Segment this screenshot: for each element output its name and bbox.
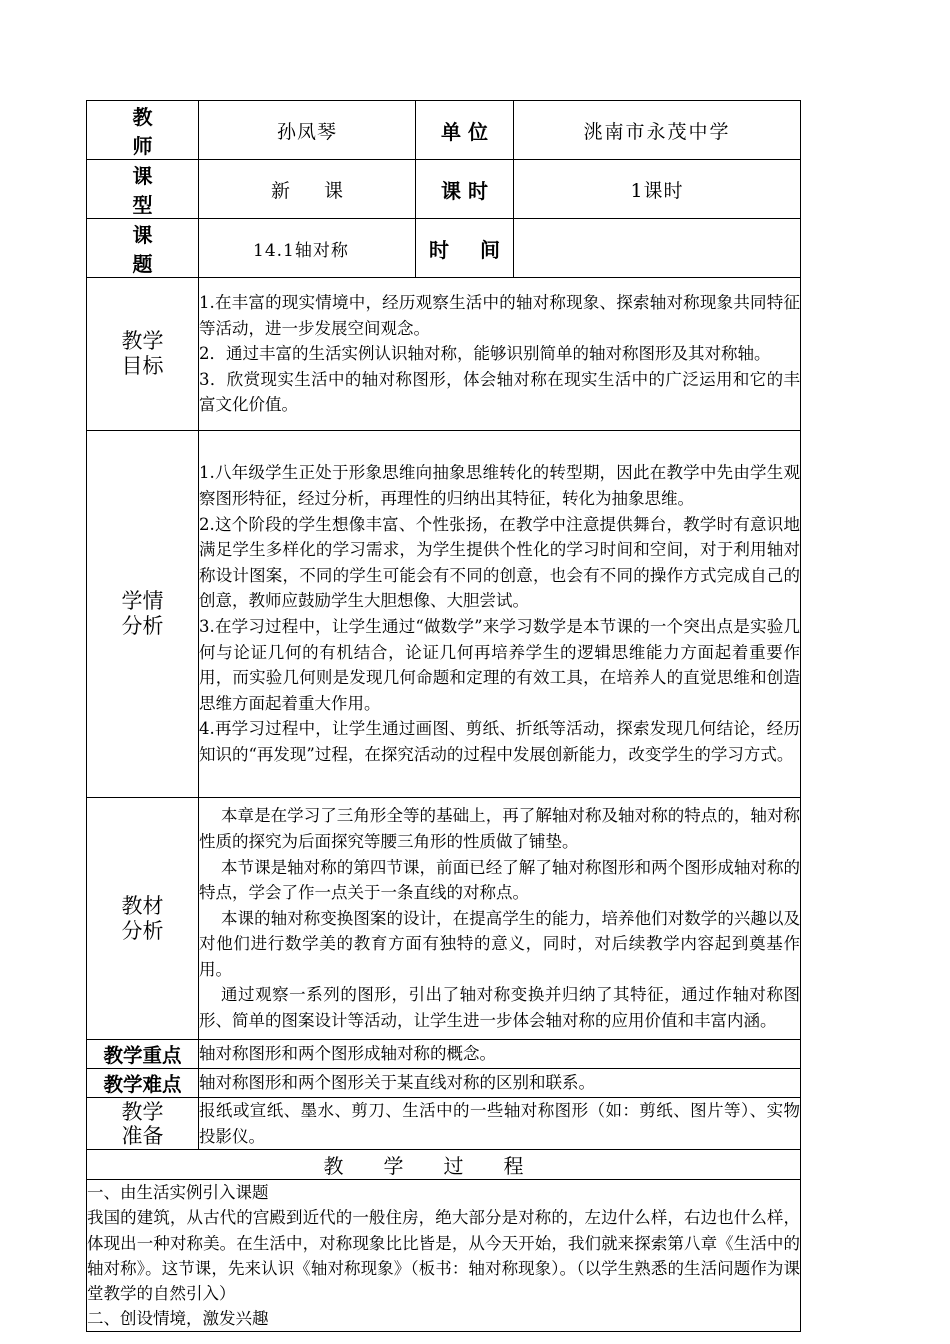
topic-label: 课 题 bbox=[87, 219, 199, 278]
student-item: 1.八年级学生正处于形象思维向抽象思维转化的转型期，因此在教学中先由学生观察图形特征，经过分析，再理性的归纳出其特征，转化为抽象思维。 bbox=[199, 463, 800, 509]
preparation-row bbox=[87, 1098, 801, 1150]
objectives-label-line1: 教学 bbox=[121, 329, 164, 353]
material-row bbox=[87, 798, 801, 1040]
objective-item: 3．欣赏现实生活中的轴对称图形，体会轴对称在现实生活中的广泛运用和它的丰富文化价值。 bbox=[199, 369, 800, 415]
objectives-row bbox=[87, 278, 801, 431]
objectives-label bbox=[87, 278, 199, 431]
students-content bbox=[199, 431, 801, 798]
students-label-line1: 学情 bbox=[121, 589, 164, 613]
unit-value: 洮南市永茂中学 bbox=[514, 101, 801, 160]
key-point-row bbox=[87, 1040, 801, 1069]
student-item: 3.在学习过程中，让学生通过“做数学”来学习数学是本节课的一个突出点是实验几何与论证几何的有机结合，论证几何再培养学生的逻辑思维能力方面起着重要作用，而实验几何则是发现几何命题和定理的有效工具，在培养人的直觉思维和创造思维方面起着重大作用。 bbox=[199, 617, 800, 713]
objectives-content bbox=[199, 278, 801, 431]
student-item: 2.这个阶段的学生想像丰富、个性张扬，在教学中注意提供舞台，教学时有意识地满足学生多样化的学习需求，为学生提供个性化的学习时间和空间，对于利用轴对称设计图案，不同的学生可能会有不同的创意，也会有不同的操作方式完成自己的创意，教师应鼓励学生大胆想像、大胆尝试。 bbox=[199, 514, 800, 611]
process-content bbox=[87, 1180, 801, 1332]
key-point-label: 教学重点 bbox=[87, 1040, 199, 1069]
process-title-row bbox=[87, 1150, 801, 1180]
period-value: 1课时 bbox=[514, 160, 801, 219]
students-label bbox=[87, 431, 199, 798]
objective-item: 2．通过丰富的生活实例认识轴对称，能够识别简单的轴对称图形及其对称轴。 bbox=[199, 344, 771, 364]
students-label-line2: 分析 bbox=[121, 614, 164, 638]
material-paragraph: 通过观察一系列的图形，引出了轴对称变换并归纳了其特征，通过作轴对称图形、简单的图案设计等活动，让学生进一步体会轴对称的应用价值和丰富内涵。 bbox=[199, 985, 800, 1031]
time-label: 时 间 bbox=[416, 219, 514, 278]
header-row-type bbox=[87, 160, 801, 219]
time-value bbox=[514, 219, 801, 278]
process-line: 一、由生活实例引入课题 bbox=[87, 1183, 269, 1203]
preparation-label-line2: 准备 bbox=[121, 1123, 164, 1148]
unit-label: 单 位 bbox=[416, 101, 514, 160]
lesson-type-label: 课 型 bbox=[87, 160, 199, 219]
material-paragraph: 本课的轴对称变换图案的设计，在提高学生的能力，培养他们对数学的兴趣以及对他们进行数学美的教育方面有独特的意义，同时，对后续教学内容起到奠基作用。 bbox=[199, 908, 800, 979]
preparation-label-line1: 教学 bbox=[121, 1099, 164, 1124]
material-label-line2: 分析 bbox=[121, 918, 164, 943]
preparation-value: 报纸或宣纸、墨水、剪刀、生活中的一些轴对称图形（如：剪纸、图片等）、实物投影仪。 bbox=[199, 1098, 801, 1150]
material-content bbox=[199, 798, 801, 1040]
process-row bbox=[87, 1180, 801, 1332]
process-line: 我国的建筑，从古代的宫殿到近代的一般住房，绝大部分是对称的，左边什么样，右边也什么样，体现出一种对称美。在生活中，对称现象比比皆是，从今天开始，我们就来探索第八章《生活中的轴对称》。这节课，先来认识《轴对称现象》（板书：轴对称现象）。（以学生熟悉的生活问题作为课堂教学的自然引入） bbox=[87, 1208, 800, 1303]
process-title: 教学过程 bbox=[87, 1150, 801, 1180]
objective-item: 1.在丰富的现实情境中，经历观察生活中的轴对称现象、探索轴对称现象共同特征等活动，进一步发展空间观念。 bbox=[199, 293, 800, 338]
lesson-plan-table bbox=[86, 100, 801, 1332]
material-paragraph: 本章是在学习了三角形全等的基础上，再了解轴对称及轴对称的特点的，轴对称性质的探究为后面探究等腰三角形的性质做了铺垫。 bbox=[199, 806, 800, 851]
topic-value: 14.1轴对称 bbox=[199, 219, 416, 278]
difficulty-label: 教学难点 bbox=[87, 1069, 199, 1098]
lesson-type-value: 新 课 bbox=[199, 160, 416, 219]
difficulty-value: 轴对称图形和两个图形关于某直线对称的区别和联系。 bbox=[199, 1069, 801, 1098]
student-item: 4.再学习过程中，让学生通过画图、剪纸、折纸等活动，探索发现几何结论，经历知识的“再发现”过程，在探究活动的过程中发展创新能力，改变学生的学习方式。 bbox=[199, 719, 800, 764]
objectives-label-line2: 目标 bbox=[121, 354, 164, 378]
key-point-value: 轴对称图形和两个图形成轴对称的概念。 bbox=[199, 1040, 801, 1069]
header-row-teacher bbox=[87, 101, 801, 160]
preparation-label bbox=[87, 1098, 199, 1150]
material-label bbox=[87, 798, 199, 1040]
material-label-line1: 教材 bbox=[121, 893, 164, 918]
material-paragraph: 本节课是轴对称的第四节课，前面已经了解了轴对称图形和两个图形成轴对称的特点，学会了作一点关于一条直线的对称点。 bbox=[199, 857, 800, 903]
period-label: 课 时 bbox=[416, 160, 514, 219]
students-row bbox=[87, 431, 801, 798]
header-row-topic bbox=[87, 219, 801, 278]
teacher-value: 孙凤琴 bbox=[199, 101, 416, 160]
teacher-label: 教 师 bbox=[87, 101, 199, 160]
process-line: 二、创设情境，激发兴趣 bbox=[87, 1309, 269, 1329]
difficulty-row bbox=[87, 1069, 801, 1098]
